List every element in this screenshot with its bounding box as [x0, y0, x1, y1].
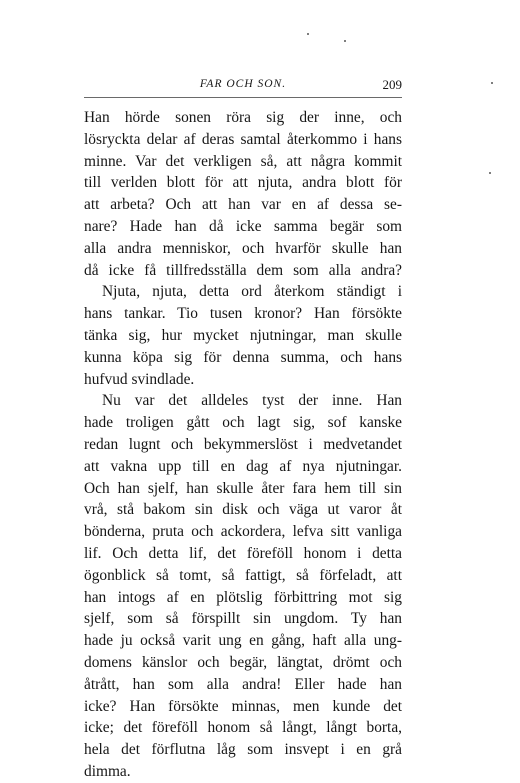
text-line: åtrått, han som alla andra! Eller hade han — [84, 675, 402, 693]
text-line: ögonblick så tomt, så fattigt, så förfeladt, att — [84, 566, 402, 584]
print-speck — [489, 172, 491, 174]
text-line: tänka sig, hur mycket njutningar, man skulle — [84, 326, 402, 344]
text-line: Och han sjelf, han skulle åter fara hem till sin — [84, 479, 402, 497]
print-speck — [307, 33, 309, 35]
page-number: 209 — [382, 77, 402, 92]
text-line: till verlden blott för att njuta, andra blott för — [84, 174, 402, 192]
text-line: domens känslor och begär, längtat, drömt och — [84, 653, 402, 671]
text-line: hade troligen gått och lagt sig, sof kanske — [84, 414, 402, 432]
header-rule — [84, 97, 402, 98]
text-line: icke? Han försökte minnas, men kunde det — [84, 697, 402, 715]
text-line: kunna köpa sig för denna summa, och hans — [84, 348, 402, 366]
text-line: att arbeta? Och att han var en af dessa se- — [84, 196, 402, 214]
text-line: hufvud svindlade. — [84, 370, 195, 388]
text-line: vrå, stå bakom sin disk och väga ut varor åt — [84, 501, 402, 519]
text-line: icke; det föreföll honom så långt, långt borta, — [84, 719, 402, 737]
text-line: minne. Var det verkligen så, att några kommit — [84, 152, 402, 170]
text-line: hela det förflutna låg som insvept i en grå — [84, 741, 402, 759]
text-line: Nu var det alldeles tyst der inne. Han — [102, 392, 402, 410]
text-line: sjelf, som så förspillt sin ungdom. Ty han — [84, 610, 402, 628]
text-line: redan lugnt och bekymmerslöst i medvetandet — [84, 435, 402, 453]
text-line: alla andra menniskor, och hvarför skulle han — [84, 239, 402, 257]
running-title: FAR OCH SON. — [199, 78, 287, 90]
text-line: lif. Och detta lif, det föreföll honom i detta — [84, 544, 402, 562]
text-line: hans tankar. Tio tusen kronor? Han försökte — [84, 305, 402, 323]
text-line: bönderna, pruta och ackordera, lefva sitt vanliga — [84, 523, 402, 541]
print-speck — [344, 40, 346, 42]
text-line: Njuta, njuta, detta ord återkom ständigt i — [102, 283, 402, 301]
running-head — [84, 76, 402, 94]
text-line: då icke få tillfredsställa dem som alla andra? — [84, 261, 402, 279]
text-line: Han hörde sonen röra sig der inne, och — [84, 109, 402, 126]
text-line: att vakna upp till en dag af nya njutningar. — [84, 457, 402, 475]
print-speck — [491, 82, 493, 84]
text-line: han intogs af en plötslig förbittring mot sig — [84, 588, 402, 606]
text-line: nare? Hade han då icke samma begär som — [84, 217, 402, 235]
body-text — [84, 107, 402, 783]
text-line: hade ju också varit ung en gång, haft alla ung- — [84, 632, 402, 650]
text-line: lösryckta delar af deras samtal återkommo i hans — [84, 130, 402, 148]
text-line: dimma. — [84, 762, 131, 780]
